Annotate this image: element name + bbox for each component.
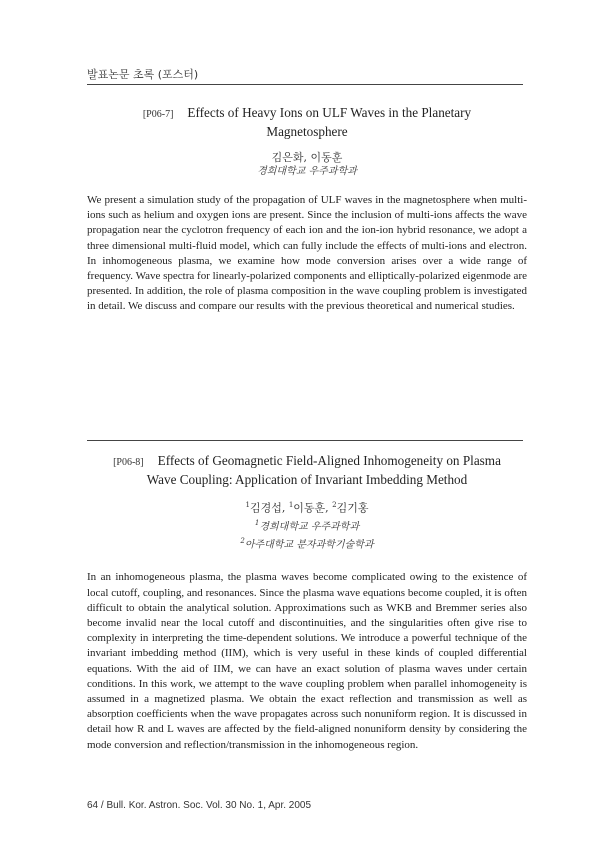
article-divider bbox=[87, 440, 523, 441]
abstract-article-p06-8 bbox=[87, 452, 527, 753]
affiliation-sup: 2 bbox=[240, 536, 245, 545]
section-header: 발표논문 초록 (포스터) bbox=[87, 68, 199, 81]
author-sup: 1 bbox=[245, 501, 250, 509]
article-code: [P06-8] bbox=[113, 457, 144, 468]
article-abstract: We present a simulation study of the propagation of ULF waves in the magnetosphere when multi-ions such as helium and oxygen ions are present. Since the inclusion of multi-ions affects the wave propagation near the cyclotron frequency of each ion and the ion-ion hybrid resonance, we adopt a three dimensional multi-fluid model, which can fully include the effects of multi-ions and electron. In inhomogeneous plasma, we examine how mode conversion arises over a wide range of frequency. Wave spectra for linearly-polarized components and elliptically-polarized eigenmode are presented. In addition, the role of plasma composition in the wave coupling problem is investigated in detail. We discuss and compare our results with the previous theoretical and numerical studies. bbox=[87, 194, 527, 313]
author-name: 김기홍 bbox=[336, 501, 369, 515]
article-title bbox=[87, 104, 527, 140]
article-title-line1: Effects of Geomagnetic Field-Aligned Inhomogeneity on Plasma bbox=[157, 453, 501, 468]
author-name: 김경섭, bbox=[249, 501, 289, 515]
author-sup: 2 bbox=[332, 501, 337, 509]
article-authors bbox=[87, 498, 527, 516]
article-title-line2: Wave Coupling: Application of Invariant Imbedding Method bbox=[146, 472, 468, 487]
article-title bbox=[87, 452, 527, 488]
article-authors bbox=[87, 150, 527, 165]
article-affiliation bbox=[87, 516, 527, 534]
abstract-article-p06-7 bbox=[87, 104, 527, 315]
article-abstract: In an inhomogeneous plasma, the plasma waves become complicated owing to the existence of local cutoff, coupling, and resonances. Since the plasma wave equations become coupled, it is often difficult to obtain the analytical solution. Approximations such as WKB and Bremmer series also become invalid near the local cutoff and discontinuities, and the singularities often give rise to complexity in interpreting the time-dependent solutions. We introduce a powerful technique of the invariant imbedding method (IIM), which is very useful in these kinds of coupled differential equations. With the aid of IIM, we can have an exact solution of plasma waves under certain conditions. In this work, we attempt to the wave coupling problem when parallel inhomogeneity is assumed in a magnetized plasma. We obtain the exact reflection and transmission as well as absorption coefficients when the wave propagates across such nonuniform region. It is discussed in detail how R and L waves are affected by the field-aligned nonuniform density by considering the mode conversion and reflection/transmission in the inhomogeneous region. bbox=[87, 571, 527, 751]
affiliation-text: 아주대학교 분자과학기술학과 bbox=[244, 539, 374, 551]
author-name: 이동훈, bbox=[293, 501, 333, 515]
affiliation-text: 경희대학교 우주과학과 bbox=[259, 520, 360, 532]
article-code: [P06-7] bbox=[142, 109, 174, 120]
affiliation-sup: 1 bbox=[254, 518, 260, 527]
affiliation-text: 경희대학교 우주과학과 bbox=[257, 166, 357, 177]
author-sup: 1 bbox=[288, 501, 294, 509]
article-title-line1: Effects of Heavy Ions on ULF Waves in the Planetary bbox=[187, 105, 472, 120]
top-divider bbox=[87, 84, 523, 85]
article-title-line2: Magnetosphere bbox=[266, 124, 348, 139]
article-affiliation bbox=[87, 165, 527, 179]
page-footer: 64 / Bull. Kor. Astron. Soc. Vol. 30 No. 1, Apr. 2005 bbox=[87, 800, 312, 811]
author-name: 김은화, 이동훈 bbox=[271, 151, 343, 164]
article-affiliation bbox=[87, 534, 527, 552]
